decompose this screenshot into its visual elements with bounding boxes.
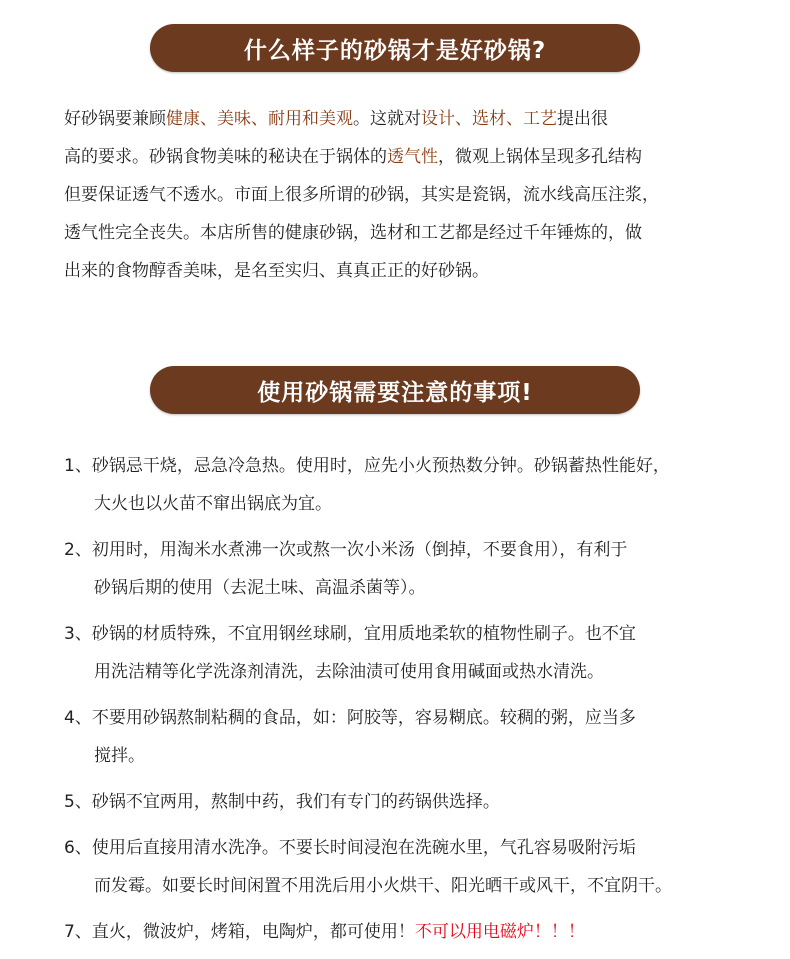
list-item-text: 1、砂锅忌干烧，忌急冷急热。使用时，应先小火预热数分钟。砂锅蓄热性能好， [64, 456, 670, 476]
list-item-continuation: 而发霉。如要长时间闲置不用洗后用小火烘干、阳光晒干或风干，不宜阴干。 [94, 876, 672, 896]
section-title-banner-notes [150, 366, 640, 414]
list-item [64, 447, 764, 523]
list-item-text: 5、砂锅不宜两用，熬制中药，我们有专门的药锅供选择。 [64, 792, 500, 812]
list-item [64, 783, 764, 821]
highlight-design: 设计、选材、工艺 [421, 109, 557, 129]
intro-text: 好砂锅要兼顾 [64, 109, 166, 129]
list-item-text: 7、直火，微波炉，烤箱，电陶炉，都可使用！ [64, 922, 415, 942]
list-item-continuation: 搅拌。 [94, 746, 145, 766]
list-item [64, 829, 764, 905]
highlight-breathability: 透气性 [387, 147, 438, 167]
section-title-banner-good-pot [150, 24, 640, 72]
notes-list [64, 447, 764, 959]
list-item-text: 2、初用时，用淘米水煮沸一次或熬一次小米汤（倒掉，不要食用），有利于 [64, 540, 628, 560]
section-title-notes: 使用砂锅需要注意的事项! [257, 379, 533, 406]
intro-line-3: 但要保证透气不透水。市面上很多所谓的砂锅，其实是瓷锅，流水线高压注浆， [64, 185, 659, 205]
intro-text: ，微观上锅体呈现多孔结构 [438, 147, 642, 167]
list-item-text: 3、砂锅的材质特殊，不宜用钢丝球刷，宜用质地柔软的植物性刷子。也不宜 [64, 624, 636, 644]
intro-line-1 [64, 100, 754, 138]
intro-line-4: 透气性完全丧失。本店所售的健康砂锅，选材和工艺都是经过千年锤炼的，做 [64, 223, 642, 243]
list-item-text: 6、使用后直接用清水洗净。不要长时间浸泡在洗碗水里，气孔容易吸附污垢 [64, 838, 636, 858]
list-item-text: 4、不要用砂锅熬制粘稠的食品，如：阿胶等，容易糊底。较稠的粥，应当多 [64, 708, 636, 728]
intro-text: 提出很 [557, 109, 608, 129]
intro-line-2 [64, 138, 754, 176]
list-item-continuation: 大火也以火苗不窜出锅底为宜。 [94, 494, 332, 514]
highlight-qualities: 健康、美味、耐用和美观 [166, 109, 353, 129]
list-item-continuation: 砂锅后期的使用（去泥土味、高温杀菌等）。 [94, 578, 426, 598]
intro-text: 高的要求。砂锅食物美味的秘诀在于锅体的 [64, 147, 387, 167]
intro-line-5: 出来的食物醇香美味，是名至实归、真真正正的好砂锅。 [64, 261, 489, 281]
list-item [64, 615, 764, 691]
list-item [64, 699, 764, 775]
list-item-continuation: 用洗洁精等化学洗涤剂清洗，去除油渍可使用食用碱面或热水清洗。 [94, 662, 604, 682]
section-title-good-pot: 什么样子的砂锅才是好砂锅? [243, 37, 547, 64]
list-item-text [64, 913, 764, 951]
warning-text: 不可以用电磁炉！！！ [414, 922, 585, 942]
intro-text: 。这就对 [353, 109, 421, 129]
list-item [64, 913, 764, 951]
intro-paragraph [64, 100, 754, 290]
list-item [64, 531, 764, 607]
